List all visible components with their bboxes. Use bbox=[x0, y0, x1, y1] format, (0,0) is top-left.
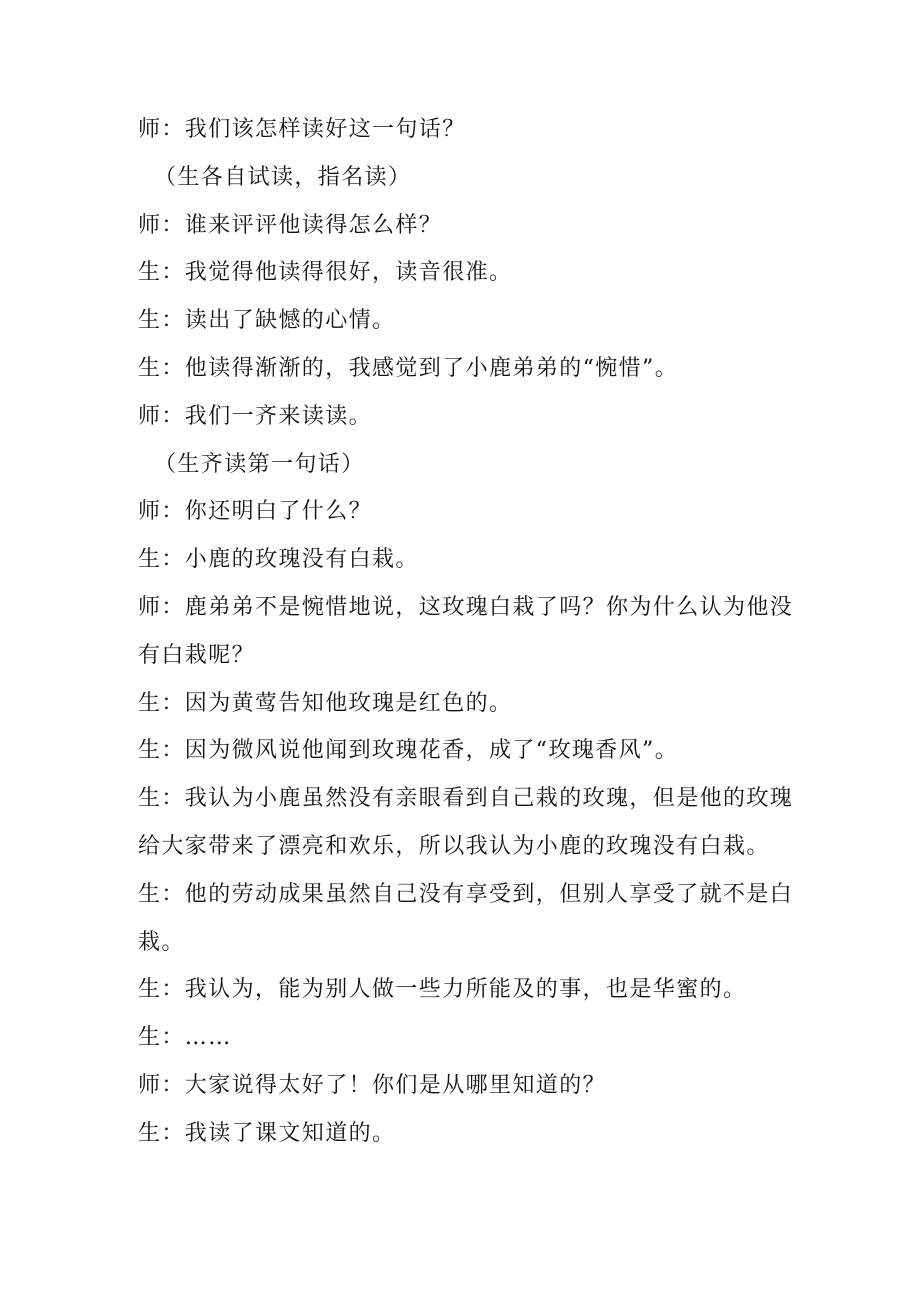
dialogue-line-continuation: 给大家带来了漂亮和欢乐，所以我认为小鹿的玫瑰没有白栽。 bbox=[138, 833, 770, 859]
dialogue-line: 师：我们该怎样读好这一句话？ bbox=[138, 117, 466, 142]
dialogue-line: 生：…… bbox=[138, 1025, 232, 1051]
stage-direction-line: （生齐读第一句话） bbox=[154, 451, 365, 477]
dialogue-line: 生：我觉得他读得很好，读音很准。 bbox=[138, 260, 513, 286]
dialogue-line: 生：因为黄莺告知他玫瑰是红色的。 bbox=[138, 690, 513, 716]
dialogue-line: 师：你还明白了什么？ bbox=[138, 499, 373, 525]
dialogue-line: 生：他的劳动成果虽然自己没有享受到，但别人享受了就不是白 bbox=[138, 881, 794, 907]
dialogue-line: 生：他读得渐渐的，我感觉到了小鹿弟弟的“惋惜”。 bbox=[138, 355, 679, 381]
dialogue-line: 生：我认为，能为别人做一些力所能及的事，也是华蜜的。 bbox=[138, 977, 747, 1003]
stage-direction-line: （生各自试读，指名读） bbox=[154, 164, 412, 190]
dialogue-line: 生：我读了课文知道的。 bbox=[138, 1120, 396, 1146]
dialogue-line: 师：谁来评评他读得怎么样？ bbox=[138, 212, 443, 238]
dialogue-line: 师：大家说得太好了！你们是从哪里知道的？ bbox=[138, 1072, 607, 1098]
dialogue-line: 生：因为微风说他闻到玫瑰花香，成了“玫瑰香风”。 bbox=[138, 738, 679, 764]
dialogue-line: 师：我们一齐来读读。 bbox=[138, 403, 373, 429]
dialogue-line: 生：读出了缺憾的心情。 bbox=[138, 308, 396, 334]
dialogue-line-continuation: 栽。 bbox=[138, 929, 185, 955]
dialogue-line-continuation: 有白栽呢？ bbox=[138, 642, 256, 668]
document-body bbox=[138, 106, 794, 1158]
dialogue-line: 生：我认为小鹿虽然没有亲眼看到自己栽的玫瑰，但是他的玫瑰 bbox=[138, 786, 794, 812]
dialogue-line: 师：鹿弟弟不是惋惜地说，这玫瑰白栽了吗？你为什么认为他没 bbox=[138, 594, 794, 620]
dialogue-line: 生：小鹿的玫瑰没有白栽。 bbox=[138, 547, 419, 573]
